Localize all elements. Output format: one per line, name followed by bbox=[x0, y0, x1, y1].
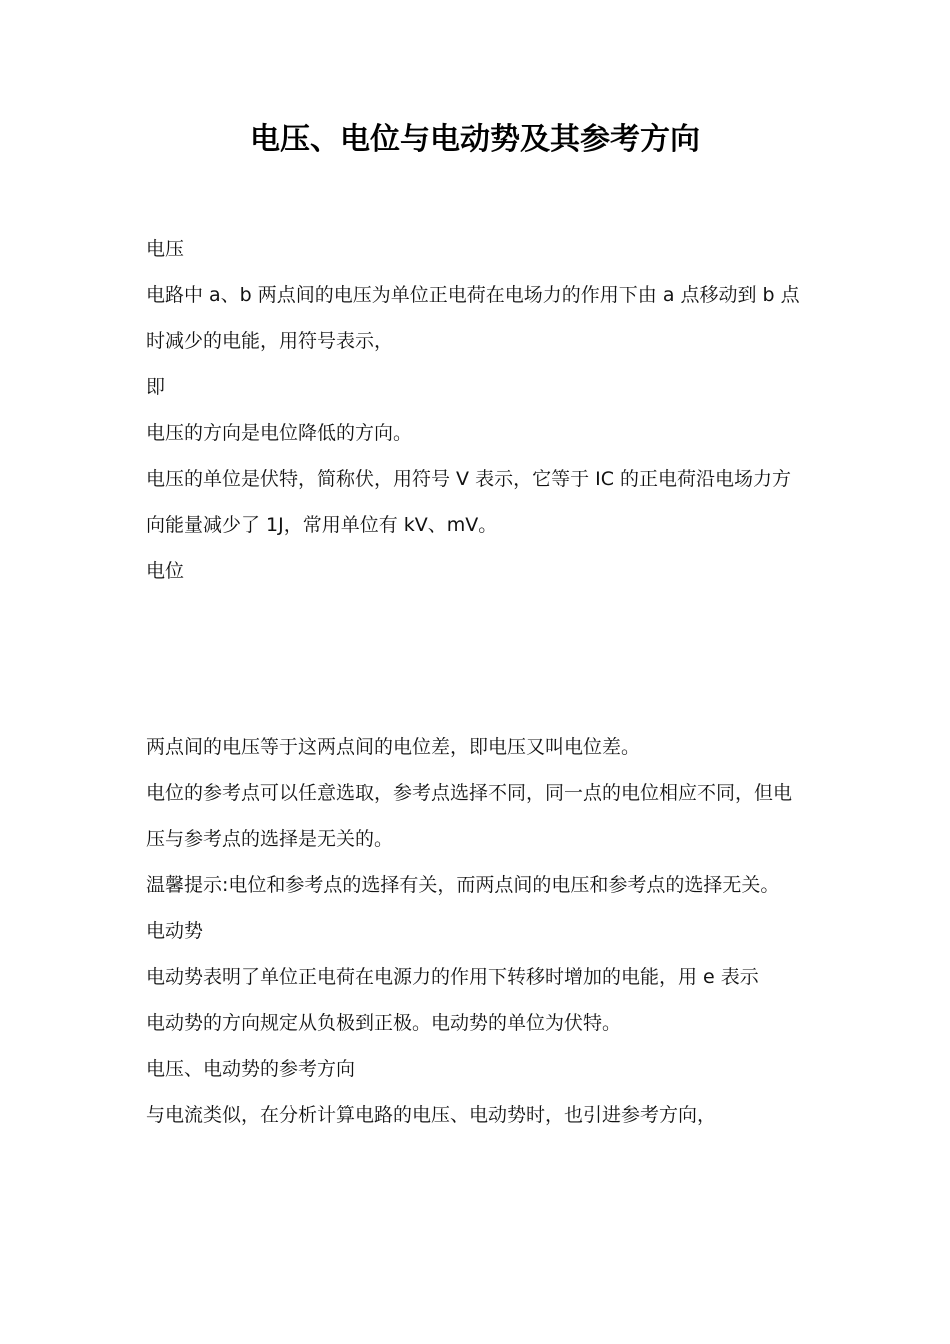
paragraph-reference-direction: 与电流类似，在分析计算电路的电压、电动势时，也引进参考方向， bbox=[146, 1104, 717, 1126]
section-heading-reference-direction: 电压、电动势的参考方向 bbox=[146, 1058, 356, 1080]
document-body bbox=[146, 226, 810, 1138]
paragraph-voltage-unit: 电压的单位是伏特，简称伏，用符号 V 表示，它等于 IC 的正电荷沿电场力方向能量减少了 1J，常用单位有 kV、mV。 bbox=[146, 468, 792, 536]
paragraph-voltage-direction: 电压的方向是电位降低的方向。 bbox=[146, 422, 413, 444]
paragraph-potential-difference: 两点间的电压等于这两点间的电位差，即电压又叫电位差。 bbox=[146, 736, 641, 758]
section-heading-emf: 电动势 bbox=[146, 920, 204, 942]
paragraph-tip: 温馨提示:电位和参考点的选择有关，而两点间的电压和参考点的选择无关。 bbox=[146, 874, 780, 896]
section-heading-potential: 电位 bbox=[146, 560, 185, 582]
paragraph-voltage-definition: 电路中 a、b 两点间的电压为单位正电荷在电场力的作用下由 a 点移动到 b 点时减少的电能，用符号表示， bbox=[146, 284, 800, 352]
paragraph-ji: 即 bbox=[146, 376, 166, 398]
document-title: 电压、电位与电动势及其参考方向 bbox=[250, 122, 700, 157]
paragraph-emf-definition: 电动势表明了单位正电荷在电源力的作用下转移时增加的电能，用 e 表示 bbox=[146, 966, 759, 988]
section-heading-voltage: 电压 bbox=[146, 238, 185, 260]
paragraph-reference-point: 电位的参考点可以任意选取，参考点选择不同，同一点的电位相应不同，但电压与参考点的选择是无关的。 bbox=[146, 782, 793, 850]
paragraph-emf-direction: 电动势的方向规定从负极到正极。电动势的单位为伏特。 bbox=[146, 1012, 622, 1034]
formula-gap bbox=[146, 594, 810, 724]
